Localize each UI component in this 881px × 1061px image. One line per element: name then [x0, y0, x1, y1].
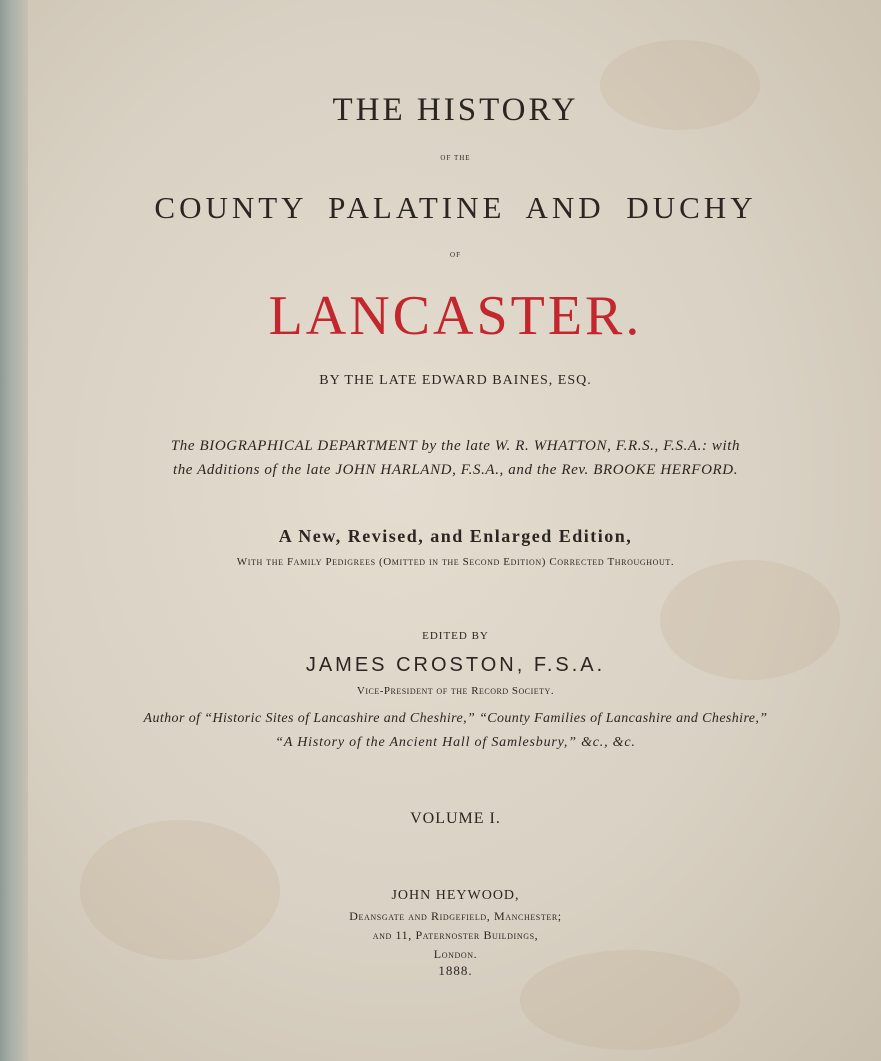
title-of: OF	[450, 251, 461, 259]
title-line-2: COUNTY PALATINE AND DUCHY	[154, 190, 757, 225]
title-line-1: THE HISTORY	[332, 92, 579, 128]
editor-name: JAMES CROSTON, F.S.A.	[305, 654, 606, 676]
editor-works-line-1: Author of “Historic Sites of Lancashire and Cheshire,” “County Families of Lancashire and Cheshire,”	[143, 711, 768, 726]
title-line-3: LANCASTER.	[268, 285, 643, 347]
publication-year: 1888.	[438, 963, 473, 978]
publisher-address-2: and 11, Paternoster Buildings,	[372, 928, 539, 942]
book-spine-edge	[0, 0, 28, 1061]
publisher-name: JOHN HEYWOOD,	[391, 888, 520, 903]
editor-works-line-2: “A History of the Ancient Hall of Samlesbury,” &c., &c.	[275, 735, 636, 750]
author-byline: BY THE LATE EDWARD BAINES, ESQ.	[319, 373, 592, 388]
biographical-line-2: the Additions of the late JOHN HARLAND, F.S.A., and the Rev. BROOKE HERFORD.	[172, 462, 739, 478]
edited-by-label: EDITED BY	[422, 630, 489, 642]
edition-statement: A New, Revised, and Enlarged Edition,	[278, 526, 633, 546]
volume-label: VOLUME I.	[410, 810, 501, 827]
title-of-the: OF THE	[440, 154, 471, 162]
biographical-line-1: The BIOGRAPHICAL DEPARTMENT by the late W. R. WHATTON, F.R.S., F.S.A.: with	[170, 438, 741, 454]
publisher-city: London.	[433, 947, 478, 961]
pedigrees-note: With the Family Pedigrees (Omitted in the Second Edition) Corrected Throughout.	[236, 556, 675, 568]
publisher-address-1: Deansgate and Ridgefield, Manchester;	[349, 909, 562, 923]
editor-title: Vice-President of the Record Society.	[356, 685, 555, 697]
